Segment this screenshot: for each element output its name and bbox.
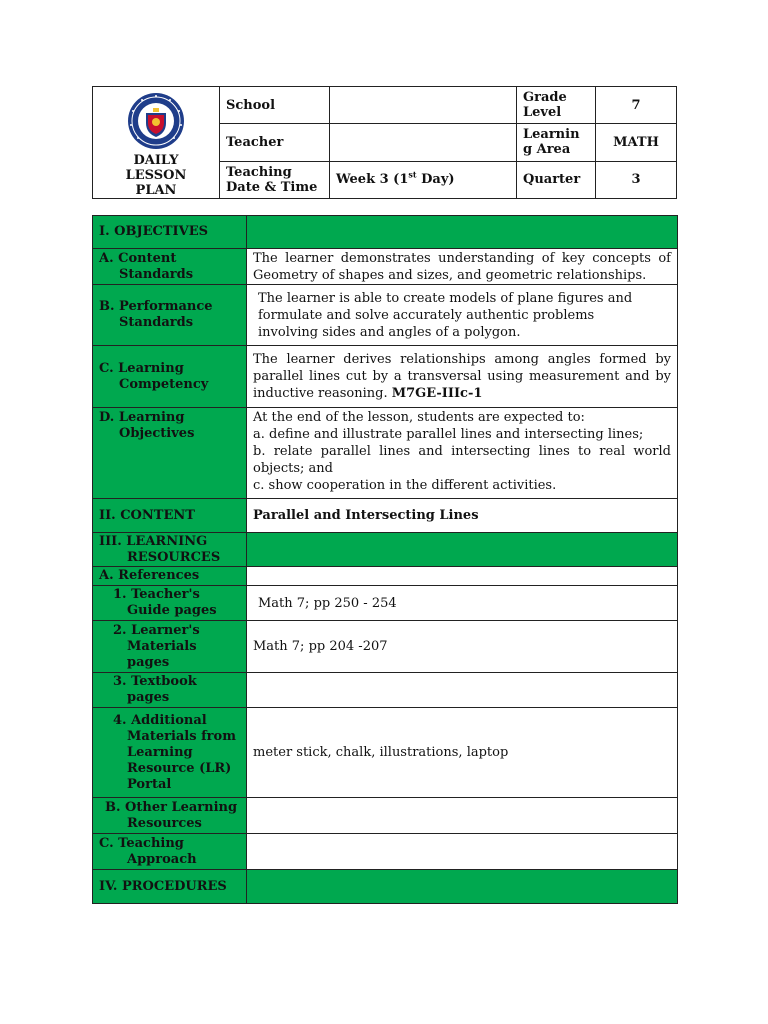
table-row <box>93 567 678 586</box>
teaching-approach-label: C. Teaching Approach <box>93 834 247 870</box>
table-row <box>93 834 678 870</box>
table-row <box>93 346 678 408</box>
table-row <box>93 586 678 621</box>
table-row <box>93 249 678 285</box>
table-row <box>93 285 678 346</box>
teachers-guide-label: 1. Teacher's Guide pages <box>93 586 247 621</box>
learning-objectives-label: D. Learning Objectives <box>93 408 247 499</box>
content-label: II. CONTENT <box>93 499 247 533</box>
textbook-label: 3. Textbook pages <box>93 673 247 708</box>
content-standards-value: The learner demonstrates understanding of key concepts of Geometry of shapes and sizes, and geometric relationships. <box>247 249 678 285</box>
learners-materials-value: Math 7; pp 204 -207 <box>247 621 678 673</box>
quarter-label: Quarter <box>517 161 596 198</box>
logo-cell <box>93 87 220 199</box>
learning-competency-label: C. Learning Competency <box>93 346 247 408</box>
school-field[interactable] <box>330 87 517 124</box>
objectives-label: I. OBJECTIVES <box>93 216 247 249</box>
grade-level-value: 7 <box>596 87 677 124</box>
textbook-value <box>247 673 678 708</box>
references-label: A. References <box>93 567 247 586</box>
table-row <box>93 216 678 249</box>
quarter-value: 3 <box>596 161 677 198</box>
learners-materials-label: 2. Learner's Materials pages <box>93 621 247 673</box>
learning-competency-value: The learner derives relationships among angles formed by parallel lines cut by a transversal using measurement and by inductive reasoning. M7GE-IIIc-1 <box>247 346 678 408</box>
competency-code: M7GE-IIIc-1 <box>391 386 483 401</box>
objective-a: a. define and illustrate parallel lines and intersecting lines; <box>253 427 644 442</box>
table-row <box>93 408 678 499</box>
teaching-date-label: Teaching Date & Time <box>220 161 330 198</box>
objective-c: c. show cooperation in the different activities. <box>253 478 557 493</box>
performance-standards-value: The learner is able to create models of plane figures and formulate and solve accurately authentic problems involving sides and angles of a polygon. <box>247 285 678 346</box>
table-row <box>93 798 678 834</box>
content-value: Parallel and Intersecting Lines <box>247 499 678 533</box>
other-resources-value <box>247 798 678 834</box>
content-standards-label: A. Content Standards <box>93 249 247 285</box>
additional-materials-value: meter stick, chalk, illustrations, laptop <box>247 708 678 798</box>
performance-standards-label: B. Performance Standards <box>93 285 247 346</box>
plan-title: DAILY LESSON PLAN <box>125 153 187 198</box>
teacher-field[interactable] <box>330 124 517 161</box>
table-row <box>93 673 678 708</box>
learning-objectives-value <box>247 408 678 499</box>
teaching-date-value: Week 3 (1st Day) <box>330 161 517 198</box>
grade-level-label: Grade Level <box>517 87 596 124</box>
learning-area-label: Learnin g Area <box>517 124 596 161</box>
teachers-guide-value: Math 7; pp 250 - 254 <box>247 586 678 621</box>
table-row <box>93 499 678 533</box>
table-row <box>93 621 678 673</box>
references-value <box>247 567 678 586</box>
learning-area-value: MATH <box>596 124 677 161</box>
table-row <box>93 708 678 798</box>
header-table <box>92 86 677 199</box>
teacher-label: Teacher <box>220 124 330 161</box>
teaching-approach-value <box>247 834 678 870</box>
learning-resources-label: III. LEARNING RESOURCES <box>93 533 247 567</box>
lesson-plan-table <box>92 215 678 904</box>
deped-seal-icon <box>126 91 186 151</box>
objectives-intro: At the end of the lesson, students are expected to: <box>253 410 585 425</box>
objectives-value <box>247 216 678 249</box>
learning-resources-value <box>247 533 678 567</box>
table-row <box>93 533 678 567</box>
objective-b: b. relate parallel lines and intersecting lines to real world objects; and <box>253 444 671 476</box>
other-resources-label: B. Other Learning Resources <box>93 798 247 834</box>
procedures-value <box>247 870 678 904</box>
additional-materials-label: 4. Additional Materials from Learning Resource (LR) Portal <box>93 708 247 798</box>
procedures-label: IV. PROCEDURES <box>93 870 247 904</box>
table-row <box>93 870 678 904</box>
school-label: School <box>220 87 330 124</box>
